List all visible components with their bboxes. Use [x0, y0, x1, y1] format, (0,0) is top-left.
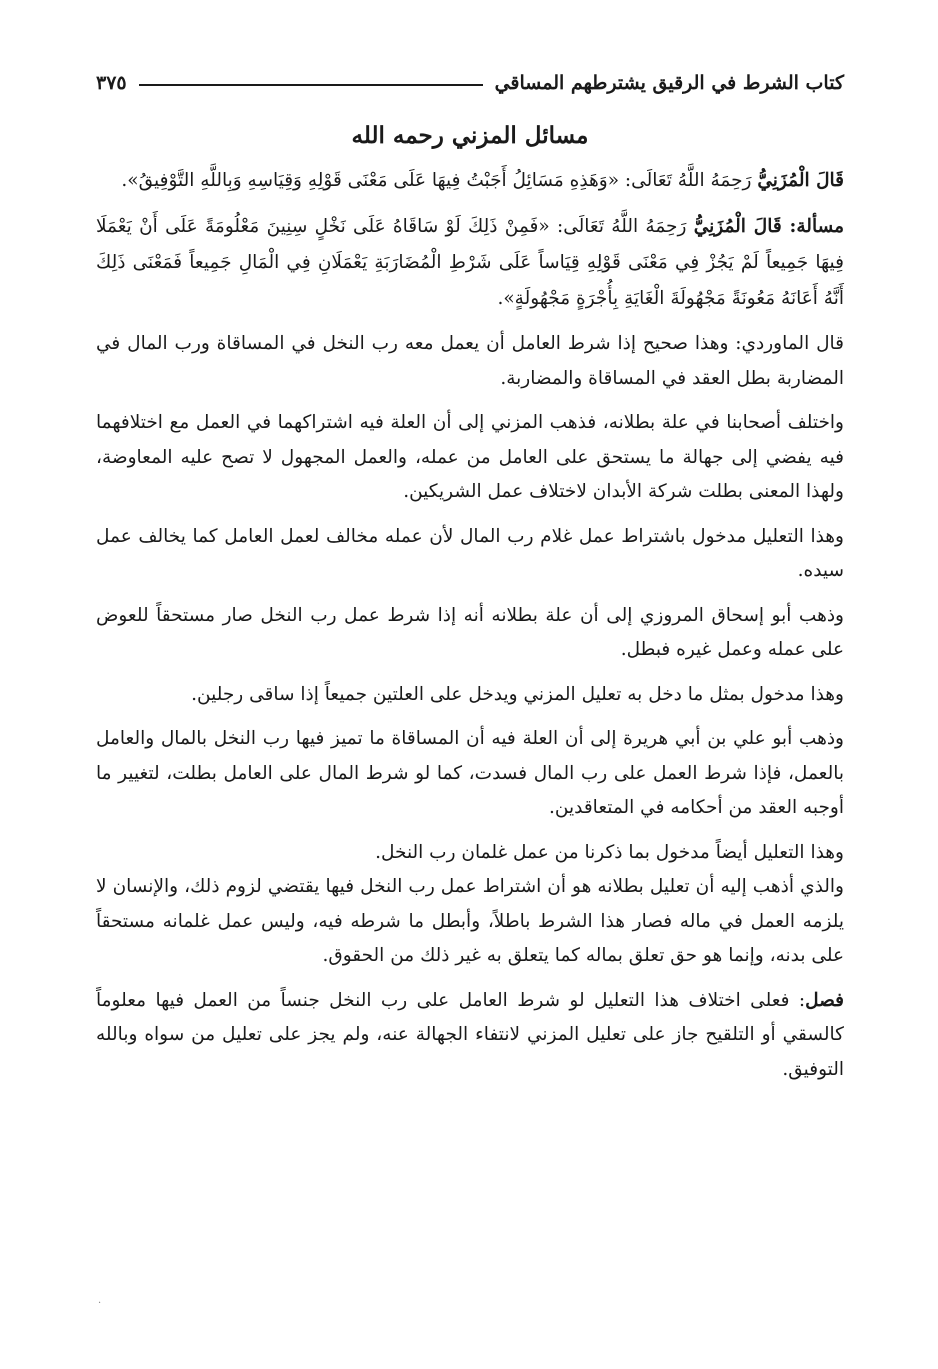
- paragraph-fasl: [96, 984, 844, 1088]
- paragraph-text: وهذا مدخول بمثل ما دخل به تعليل المزني ويدخل على العلتين جميعاً إذا ساقى رجلين.: [191, 683, 844, 705]
- paragraph-text: رَحِمَهُ اللَّهُ تَعَالَى: «وَهَذِهِ مَسَائِلُ أَجَبْتُ فِيهَا عَلَى مَعْنَى قَوْلِهِ وَقِيَاسِهِ وَبِاللَّهِ التَّوْفِيقُ».: [121, 170, 758, 191]
- paragraph-lead: مسألة: قَالَ الْمُزَنِيُّ: [693, 216, 844, 237]
- header-rule: [139, 84, 483, 86]
- paragraph-text: وهذا التعليل مدخول باشتراط عمل غلام رب المال لأن عمله مخالف لعمل العامل كما يخالف عمل سيده.: [96, 525, 844, 581]
- paragraph-text: رَحِمَهُ اللَّهُ تَعَالَى: «فَمِنْ ذَلِكَ لَوْ سَاقَاهُ عَلَى نَخْلٍ سِنِينَ مَعْلُومَةً عَلَى أَنْ يَعْمَلَا فِيهَا جَمِيعاً لَمْ يَجُزْ فِي مَعْنَى قَوْلِهِ قِيَاساً عَلَى شَرْطِ الْمُضَارَبَةِ يَعْمَلَانِ فِي الْمَالِ جَمِيعاً فَمَعْنَى ذَلِكَ أَنَّهُ أَعَانَهُ مَعُونَةً مَجْهُولَةَ الْغَايَةِ بِأُجْرَةٍ مَجْهُولَةٍ».: [96, 216, 844, 309]
- paragraph-text: قال الماوردي: وهذا صحيح إذا شرط العامل أن يعمل معه رب النخل في المساقاة ورب المال في المضاربة بطل العقد في المساقاة والمضاربة.: [96, 333, 844, 389]
- paragraph-ikhtalaf: [96, 406, 844, 510]
- paragraph-mawardi: [96, 327, 844, 396]
- scan-speck: ·: [98, 1298, 102, 1309]
- paragraph-madkhul-bimithl: [96, 678, 844, 713]
- paragraph-text: وذهب أبو علي بن أبي هريرة إلى أن العلة فيه أن المساقاة ما تميز فيها رب النخل بالمال والعامل بالعمل، فإذا شرط العمل على رب المال فسدت، كما لو شرط المال على العامل بطلت، لتغيير ما أوجبه العقد من أحكامه في المتعاقدين.: [96, 728, 844, 818]
- paragraph-text: : فعلى اختلاف هذا التعليل لو شرط العامل على رب النخل جنساً من العمل فيها معلوماً كالسقي أو التلقيح جاز على تعليل المزني لانتفاء الجهالة عنه، ولم يجز على تعليل من سواه وبالله التوفيق.: [96, 989, 844, 1080]
- section-title: مسائل المزني رحمه الله: [351, 122, 589, 149]
- paragraph-text: والذي أذهب إليه أن تعليل بطلانه هو أن اشتراط عمل رب النخل فيها يقتضي لزوم ذلك، والإنسان لا يلزمه العمل في ماله فصار هذا الشرط باطلاً، وأبطل ما شرطه فيه، وليس عمل غلمانه مستحقاً على بدنه، وإنما هو حق تعلق بماله كما يتعلق به غير ذلك من الحقوق.: [96, 876, 844, 966]
- paragraph-muzani-intro: [96, 163, 844, 199]
- paragraph-text: وذهب أبو إسحاق المروزي إلى أن علة بطلانه أنه إذا شرط عمل رب النخل صار مستحقاً للعوض على عمله وعمل غيره فبطل.: [96, 604, 844, 660]
- paragraph-masala: [96, 209, 844, 317]
- paragraph-taalil-madkhul: [96, 520, 844, 589]
- paragraph-text: وهذا التعليل أيضاً مدخول بما ذكرنا من عمل غلمان رب النخل.: [375, 841, 844, 863]
- paragraph-lead: فصل: [805, 989, 844, 1011]
- paragraph-lead: قَالَ الْمُزَنِيُّ: [757, 170, 844, 191]
- paragraph-ghilman: [96, 836, 844, 871]
- paragraph-text: واختلف أصحابنا في علة بطلانه، فذهب المزني إلى أن العلة فيه اشتراكهما في العمل مع اختلافهما فيه يفضي إلى جهالة ما يستحق على العامل من عمله، والعمل المجهول لا تصح عليه المعاوضة، ولهذا المعنى بطلت شركة الأبدان لاختلاف عمل الشريكين.: [96, 412, 844, 502]
- paragraph-marwazi: [96, 599, 844, 668]
- paragraph-abu-hurayra: [96, 722, 844, 826]
- paragraph-alladhi-adhhab: [96, 870, 844, 974]
- running-title: كتاب الشرط في الرقيق يشترطهم المساقي: [494, 72, 844, 94]
- page: [96, 66, 844, 1097]
- page-number: ٣٧٥: [96, 72, 127, 94]
- running-header: [96, 66, 844, 100]
